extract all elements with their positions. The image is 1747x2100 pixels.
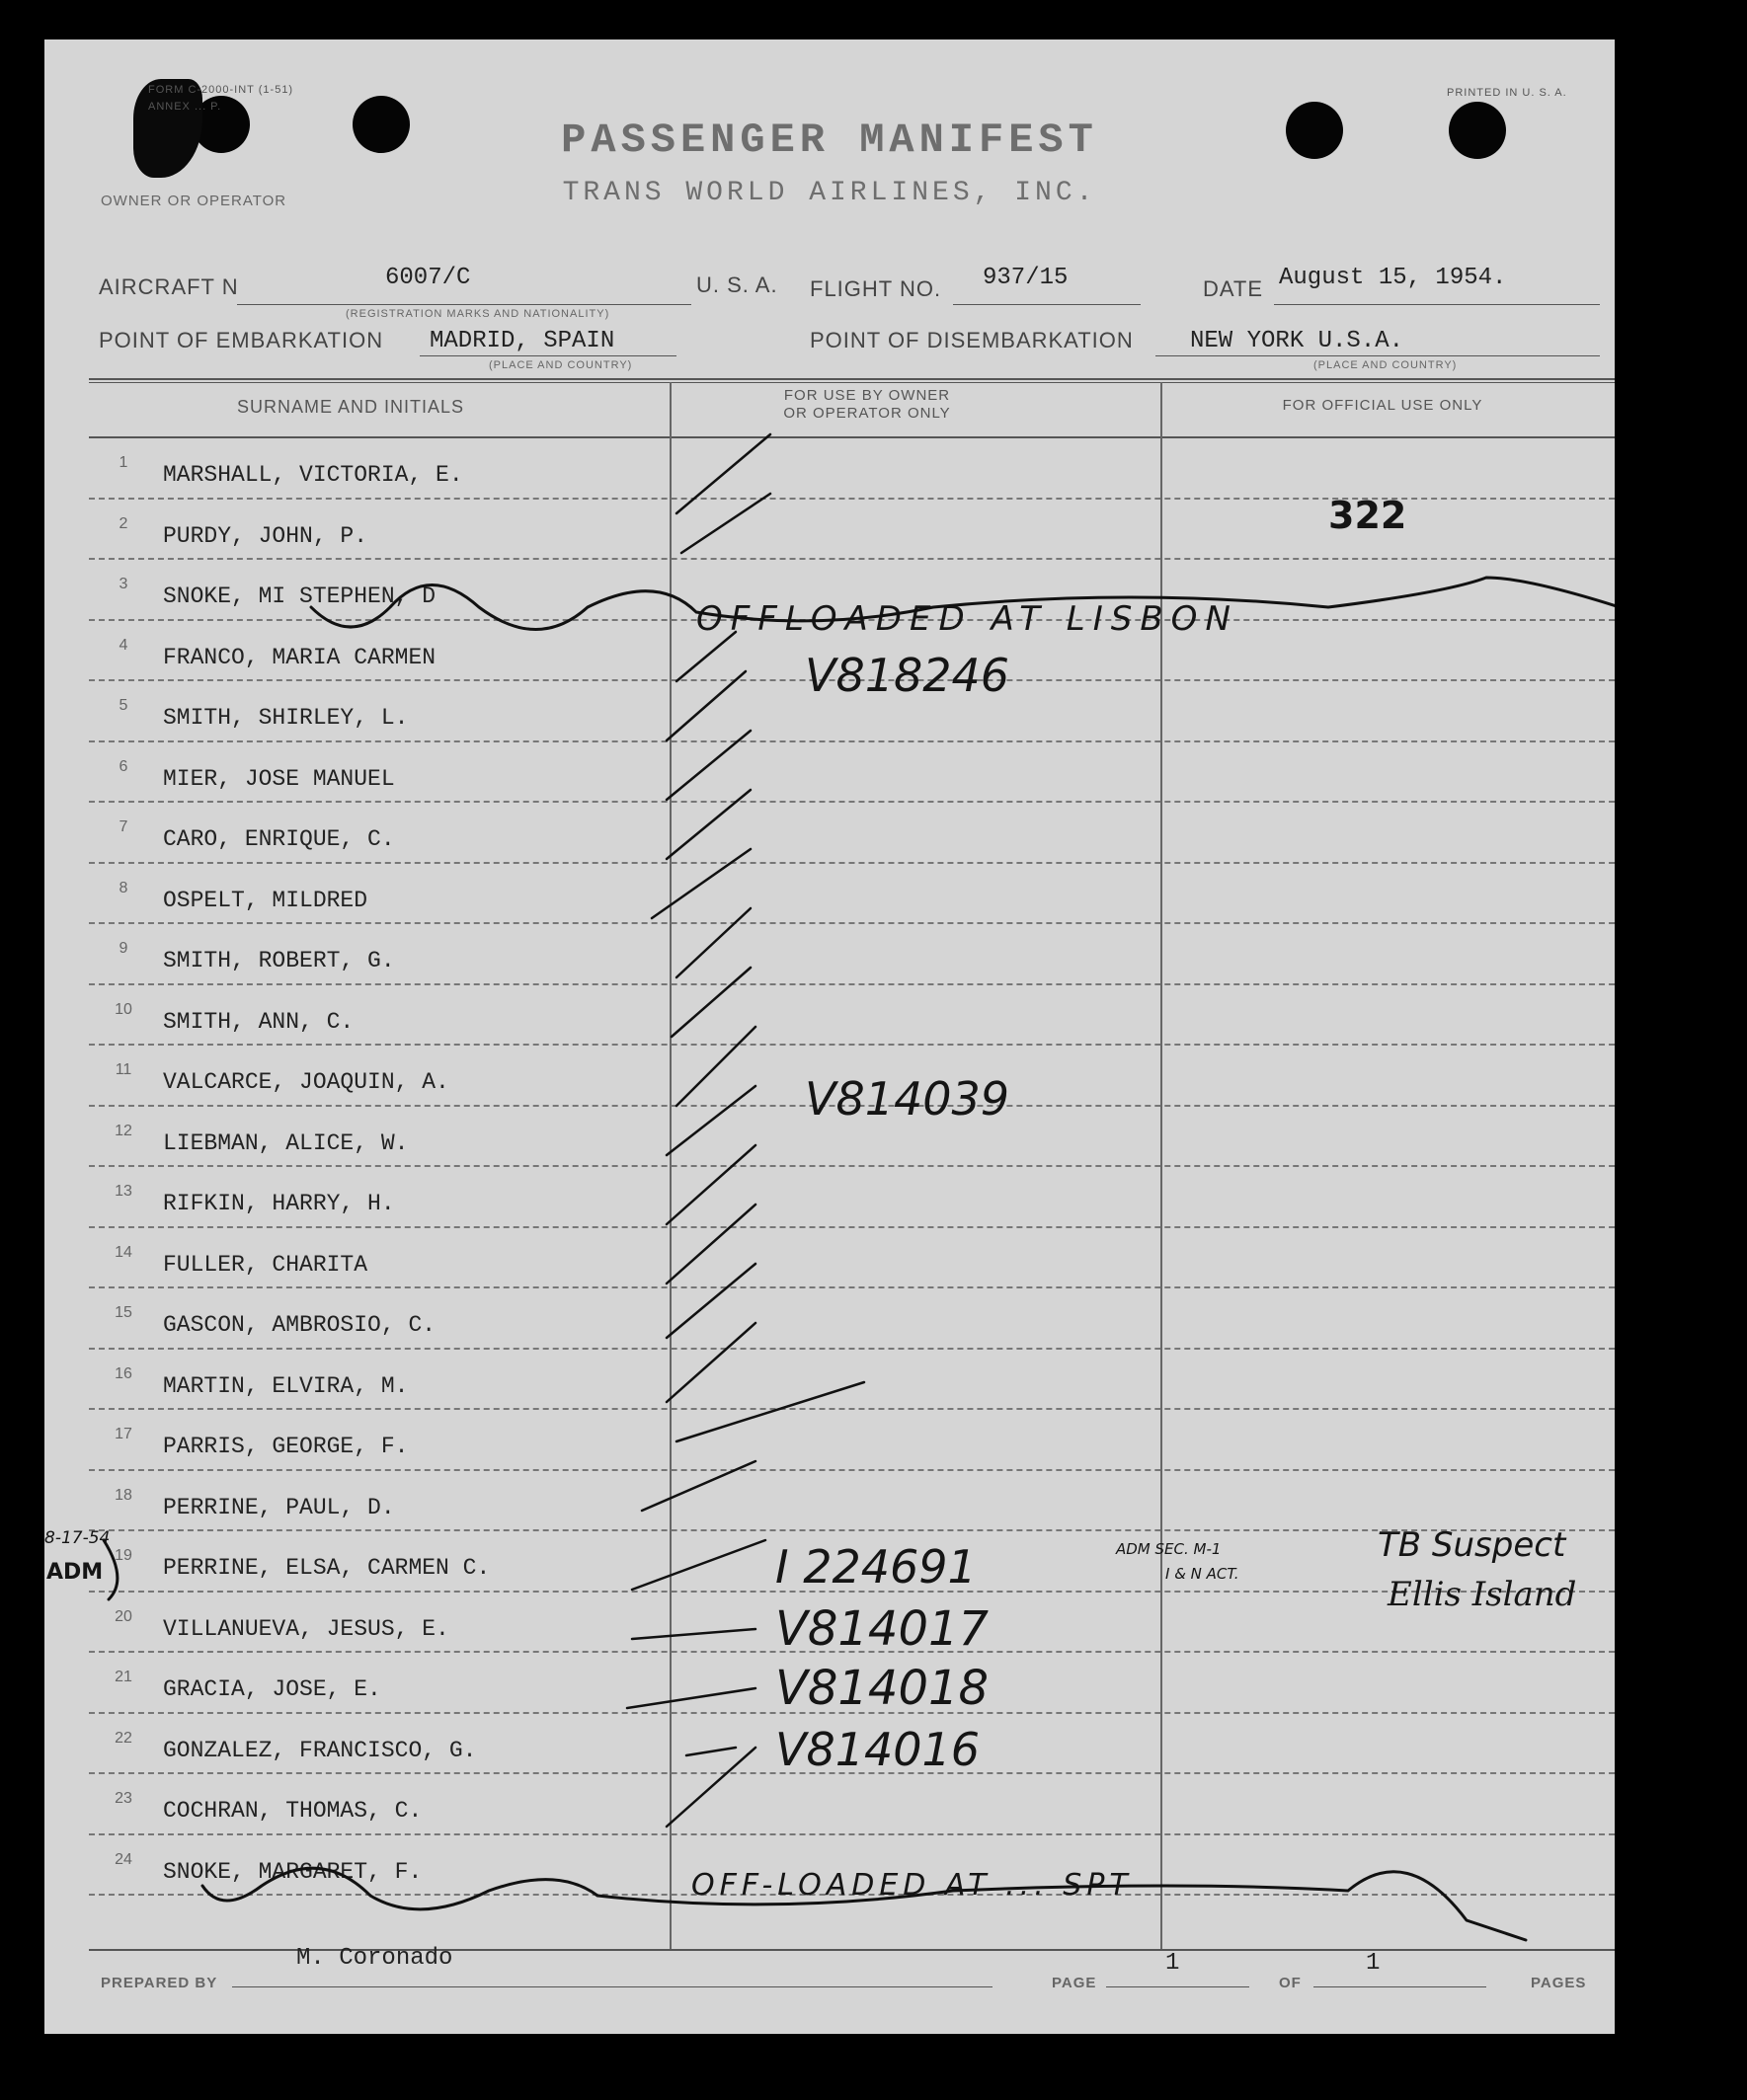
check-marks [627, 434, 864, 1827]
column-header-owner-2: OR OPERATOR ONLY [783, 405, 951, 422]
form-annex: ANNEX ... P. [148, 101, 222, 113]
visa-row-4: V818246 [805, 649, 1010, 702]
date-label: DATE [1203, 276, 1264, 301]
check-mark [627, 1688, 755, 1708]
manifest-paper [44, 39, 1615, 2034]
printed-in: PRINTED IN U. S. A. [1447, 87, 1567, 99]
row-number: 2 [119, 514, 128, 532]
check-mark [667, 1086, 755, 1155]
check-mark [667, 790, 751, 859]
flight-value: 937/15 [983, 265, 1069, 291]
row-number: 17 [115, 1426, 132, 1442]
visa-row-19-note-2: I & N ACT. [1165, 1565, 1239, 1583]
check-mark [672, 968, 751, 1037]
tb-suspect-note: TB Suspect [1378, 1525, 1566, 1565]
pages-label: PAGES [1531, 1975, 1587, 1991]
passenger-name: PARRIS, GEORGE, F. [163, 1434, 409, 1459]
passenger-name: COCHRAN, THOMAS, C. [163, 1798, 423, 1824]
passenger-name: PERRINE, ELSA, CARMEN C. [163, 1555, 491, 1581]
row-number: 21 [115, 1669, 132, 1685]
row-number: 20 [115, 1607, 132, 1625]
strike-row-24 [202, 1868, 1526, 1940]
passenger-name: RIFKIN, HARRY, H. [163, 1191, 395, 1216]
offloaded-row-24-note: OFF-LOADED AT ... SPT [691, 1868, 1133, 1903]
row-number: 12 [115, 1122, 132, 1139]
passenger-name: FULLER, CHARITA [163, 1251, 368, 1278]
of-label: OF [1279, 1975, 1302, 1991]
check-mark [681, 494, 770, 553]
passenger-name: MARSHALL, VICTORIA, E. [163, 462, 463, 488]
passenger-name: MARTIN, ELVIRA, M. [163, 1372, 409, 1399]
check-mark [676, 908, 751, 977]
page-value: 1 [1165, 1950, 1180, 1977]
owner-label: OWNER OR OPERATOR [101, 193, 287, 209]
passenger-name: FRANCO, MARIA CARMEN [163, 644, 437, 670]
check-mark [676, 632, 736, 681]
flight-label: FLIGHT NO. [810, 276, 942, 301]
check-mark [632, 1629, 755, 1639]
row-number: 18 [115, 1486, 132, 1504]
passenger-name: GONZALEZ, FRANCISCO, G. [163, 1737, 477, 1763]
prepared-label: PREPARED BY [101, 1975, 218, 1991]
check-mark [667, 731, 751, 800]
passenger-name: SNOKE, MARGARET, F. [163, 1858, 423, 1885]
passenger-name: SNOKE, MI STEPHEN, D [163, 583, 437, 609]
pen-marks [44, 39, 1615, 2034]
disembark-value: NEW YORK U.S.A. [1190, 328, 1404, 354]
embark-label: POINT OF EMBARKATION [99, 328, 384, 352]
row-number: 13 [115, 1183, 132, 1200]
row-number: 11 [115, 1061, 132, 1078]
passenger-name: SMITH, SHIRLEY, L. [163, 705, 409, 731]
form-number: FORM C-2000-INT (1-51) [148, 84, 294, 96]
visa-row-19: I 224691 [775, 1540, 977, 1594]
embark-note: (PLACE AND COUNTRY) [489, 359, 633, 371]
row-number: 22 [115, 1729, 132, 1747]
row-number: 9 [119, 940, 128, 957]
passenger-name: OSPELT, MILDRED [163, 887, 368, 913]
aircraft-note: (REGISTRATION MARKS AND NATIONALITY) [346, 308, 610, 320]
check-mark [667, 671, 746, 740]
passenger-name: LIEBMAN, ALICE, W. [163, 1129, 409, 1156]
margin-stamp: ADM [46, 1560, 104, 1585]
margin-date: 8-17-54 [44, 1528, 111, 1548]
row-number: 5 [119, 697, 128, 714]
row-number: 24 [115, 1850, 132, 1868]
check-mark [686, 1748, 736, 1755]
of-value: 1 [1366, 1950, 1381, 1977]
inspector-signature: Ellis Island [1388, 1575, 1577, 1614]
passenger-name: PERRINE, PAUL, D. [163, 1494, 395, 1520]
row-number: 14 [115, 1243, 132, 1261]
check-mark [667, 1205, 755, 1283]
disembark-note: (PLACE AND COUNTRY) [1313, 359, 1458, 371]
aircraft-value: 6007/C [385, 265, 471, 291]
date-value: August 15, 1954. [1279, 265, 1507, 291]
aircraft-label: AIRCRAFT N [99, 274, 239, 299]
visa-row-22: V814016 [775, 1723, 981, 1776]
visa-row-20: V814017 [775, 1601, 990, 1657]
visa-row-19-note: ADM SEC. M-1 [1116, 1540, 1222, 1558]
row-number: 10 [115, 1000, 132, 1018]
check-mark [667, 1748, 755, 1827]
row-number: 16 [115, 1364, 132, 1382]
prepared-value: M. Coronado [296, 1945, 453, 1972]
passenger-name: SMITH, ROBERT, G. [163, 948, 395, 973]
check-mark [667, 1323, 755, 1402]
embark-value: MADRID, SPAIN [430, 328, 615, 354]
disembark-label: POINT OF DISEMBARKATION [810, 328, 1134, 352]
row-number: 4 [119, 636, 128, 654]
row-number: 6 [119, 757, 128, 775]
passenger-name: VILLANUEVA, JESUS, E. [163, 1615, 449, 1642]
country-label: U. S. A. [696, 272, 778, 297]
passenger-name: PURDY, JOHN, P. [163, 522, 368, 549]
strike-row-3 [311, 578, 1615, 630]
passenger-name: GRACIA, JOSE, E. [163, 1676, 381, 1702]
check-mark [676, 1382, 864, 1441]
passenger-name: SMITH, ANN, C. [163, 1008, 355, 1035]
passenger-name: GASCON, AMBROSIO, C. [163, 1312, 437, 1338]
column-header-official: FOR OFFICIAL USE ONLY [1282, 397, 1483, 414]
visa-row-21: V814018 [775, 1661, 990, 1716]
page-title: PASSENGER MANIFEST [561, 117, 1098, 164]
column-header-names: SURNAME AND INITIALS [236, 397, 465, 417]
row-number: 15 [115, 1304, 132, 1321]
row-number: 1 [119, 454, 128, 471]
passenger-name: MIER, JOSE MANUEL [163, 765, 395, 792]
passenger-name: CARO, ENRIQUE, C. [163, 826, 395, 852]
row-number: 8 [119, 879, 128, 896]
row-number: 7 [119, 818, 128, 835]
row-number: 3 [119, 576, 128, 592]
company-name: TRANS WORLD AIRLINES, INC. [562, 178, 1097, 208]
visa-row-11: V814039 [805, 1072, 1010, 1126]
passenger-name: VALCARCE, JOAQUIN, A. [163, 1069, 449, 1095]
check-mark [632, 1540, 765, 1590]
check-mark [667, 1145, 755, 1224]
check-mark [667, 1264, 755, 1338]
official-number: 322 [1328, 494, 1407, 537]
check-mark [642, 1461, 755, 1511]
offloaded-lisbon-note: OFFLOADED AT LISBON [696, 599, 1238, 639]
row-number: 23 [115, 1790, 132, 1807]
column-header-owner: FOR USE BY OWNER [783, 387, 951, 404]
row-number: 19 [115, 1547, 132, 1564]
page-label: PAGE [1052, 1975, 1097, 1991]
